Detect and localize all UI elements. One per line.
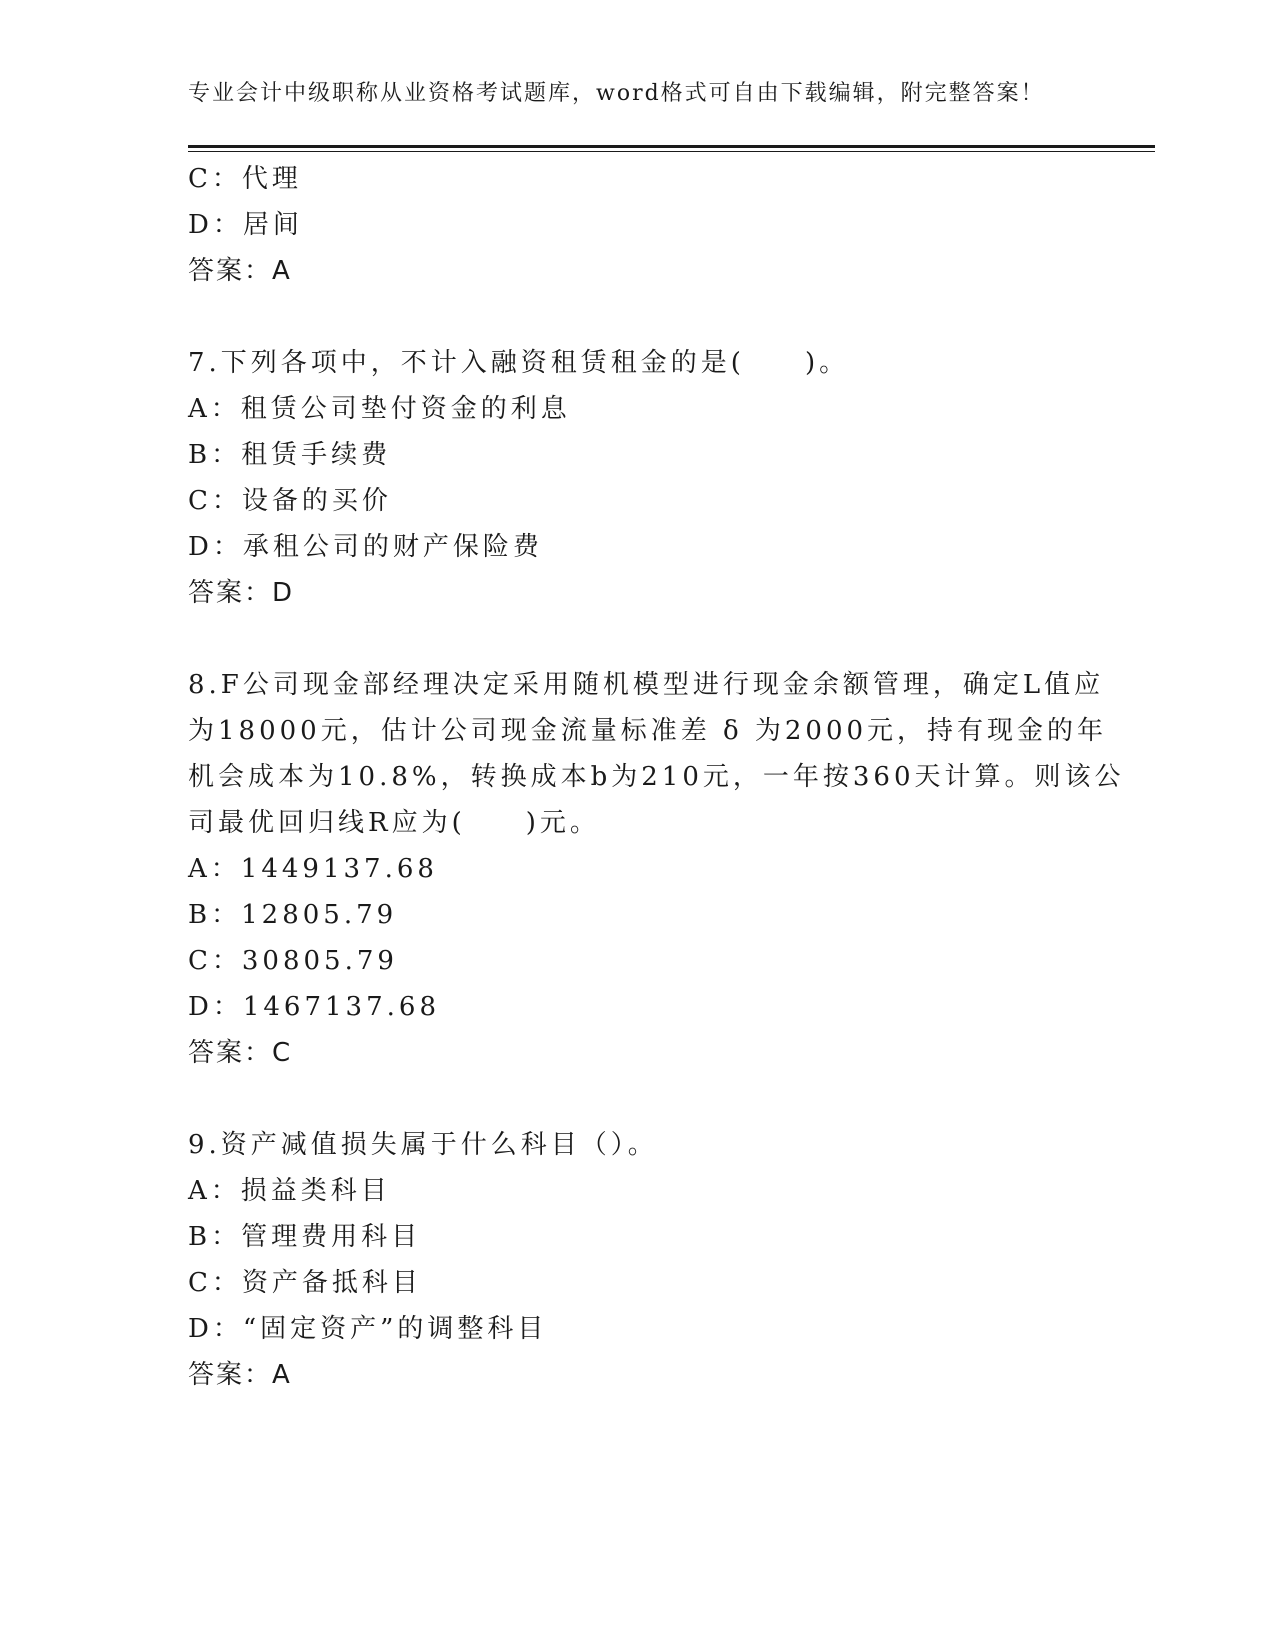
q9-option-d: D：“固定资产”的调整科目 [188,1314,548,1344]
q9-option-b: B：管理费用科目 [188,1222,422,1252]
q8-option-a: A：1449137.68 [188,854,438,884]
q7-option-d: D：承租公司的财产保险费 [188,532,543,562]
q9-option-c: C：资产备抵科目 [188,1268,422,1298]
q6-option-c: C：代理 [188,164,302,194]
q6-option-d: D：居间 [188,210,303,240]
document-body [188,156,1125,1398]
question-8 [188,662,1125,1076]
q7-option-b: B：租赁手续费 [188,440,392,470]
q6-answer: 答案：A [188,256,292,286]
spacer [188,294,1088,340]
q8-stem-line-1: 8.F公司现金部经理决定采用随机模型进行现金余额管理，确定L值应 [188,670,1105,700]
header-rule-thick [188,145,1155,148]
q9-option-a: A：损益类科目 [188,1176,391,1206]
spacer [188,1076,1088,1122]
q7-stem: 7.下列各项中，不计入融资租赁租金的是( )。 [188,348,850,378]
question-9 [188,1122,1088,1398]
q7-option-c: C：设备的买价 [188,486,392,516]
spacer [188,616,1088,662]
q7-option-a: A：租赁公司垫付资金的利息 [188,394,571,424]
q8-stem-line-3: 机会成本为10.8%，转换成本b为210元，一年按360天计算。则该公 [188,762,1125,792]
q8-stem-line-4: 司最优回归线R应为( )元。 [188,808,600,838]
q8-option-b: B：12805.79 [188,900,398,930]
q7-answer: 答案：D [188,578,295,608]
q9-answer: 答案：A [188,1360,292,1390]
q8-option-c: C：30805.79 [188,946,398,976]
question-7 [188,340,1088,616]
page-header: 专业会计中级职称从业资格考试题库，word格式可自由下载编辑，附完整答案！ [188,81,1045,106]
header-rule-thin [188,151,1155,152]
q9-stem: 9.资产减值损失属于什么科目（）。 [188,1130,658,1160]
q8-option-d: D：1467137.68 [188,992,440,1022]
q8-answer: 答案：C [188,1038,293,1068]
question-6-tail [188,156,1088,294]
q8-stem-line-2: 为18000元，估计公司现金流量标准差 δ 为2000元，持有现金的年 [188,716,1108,746]
